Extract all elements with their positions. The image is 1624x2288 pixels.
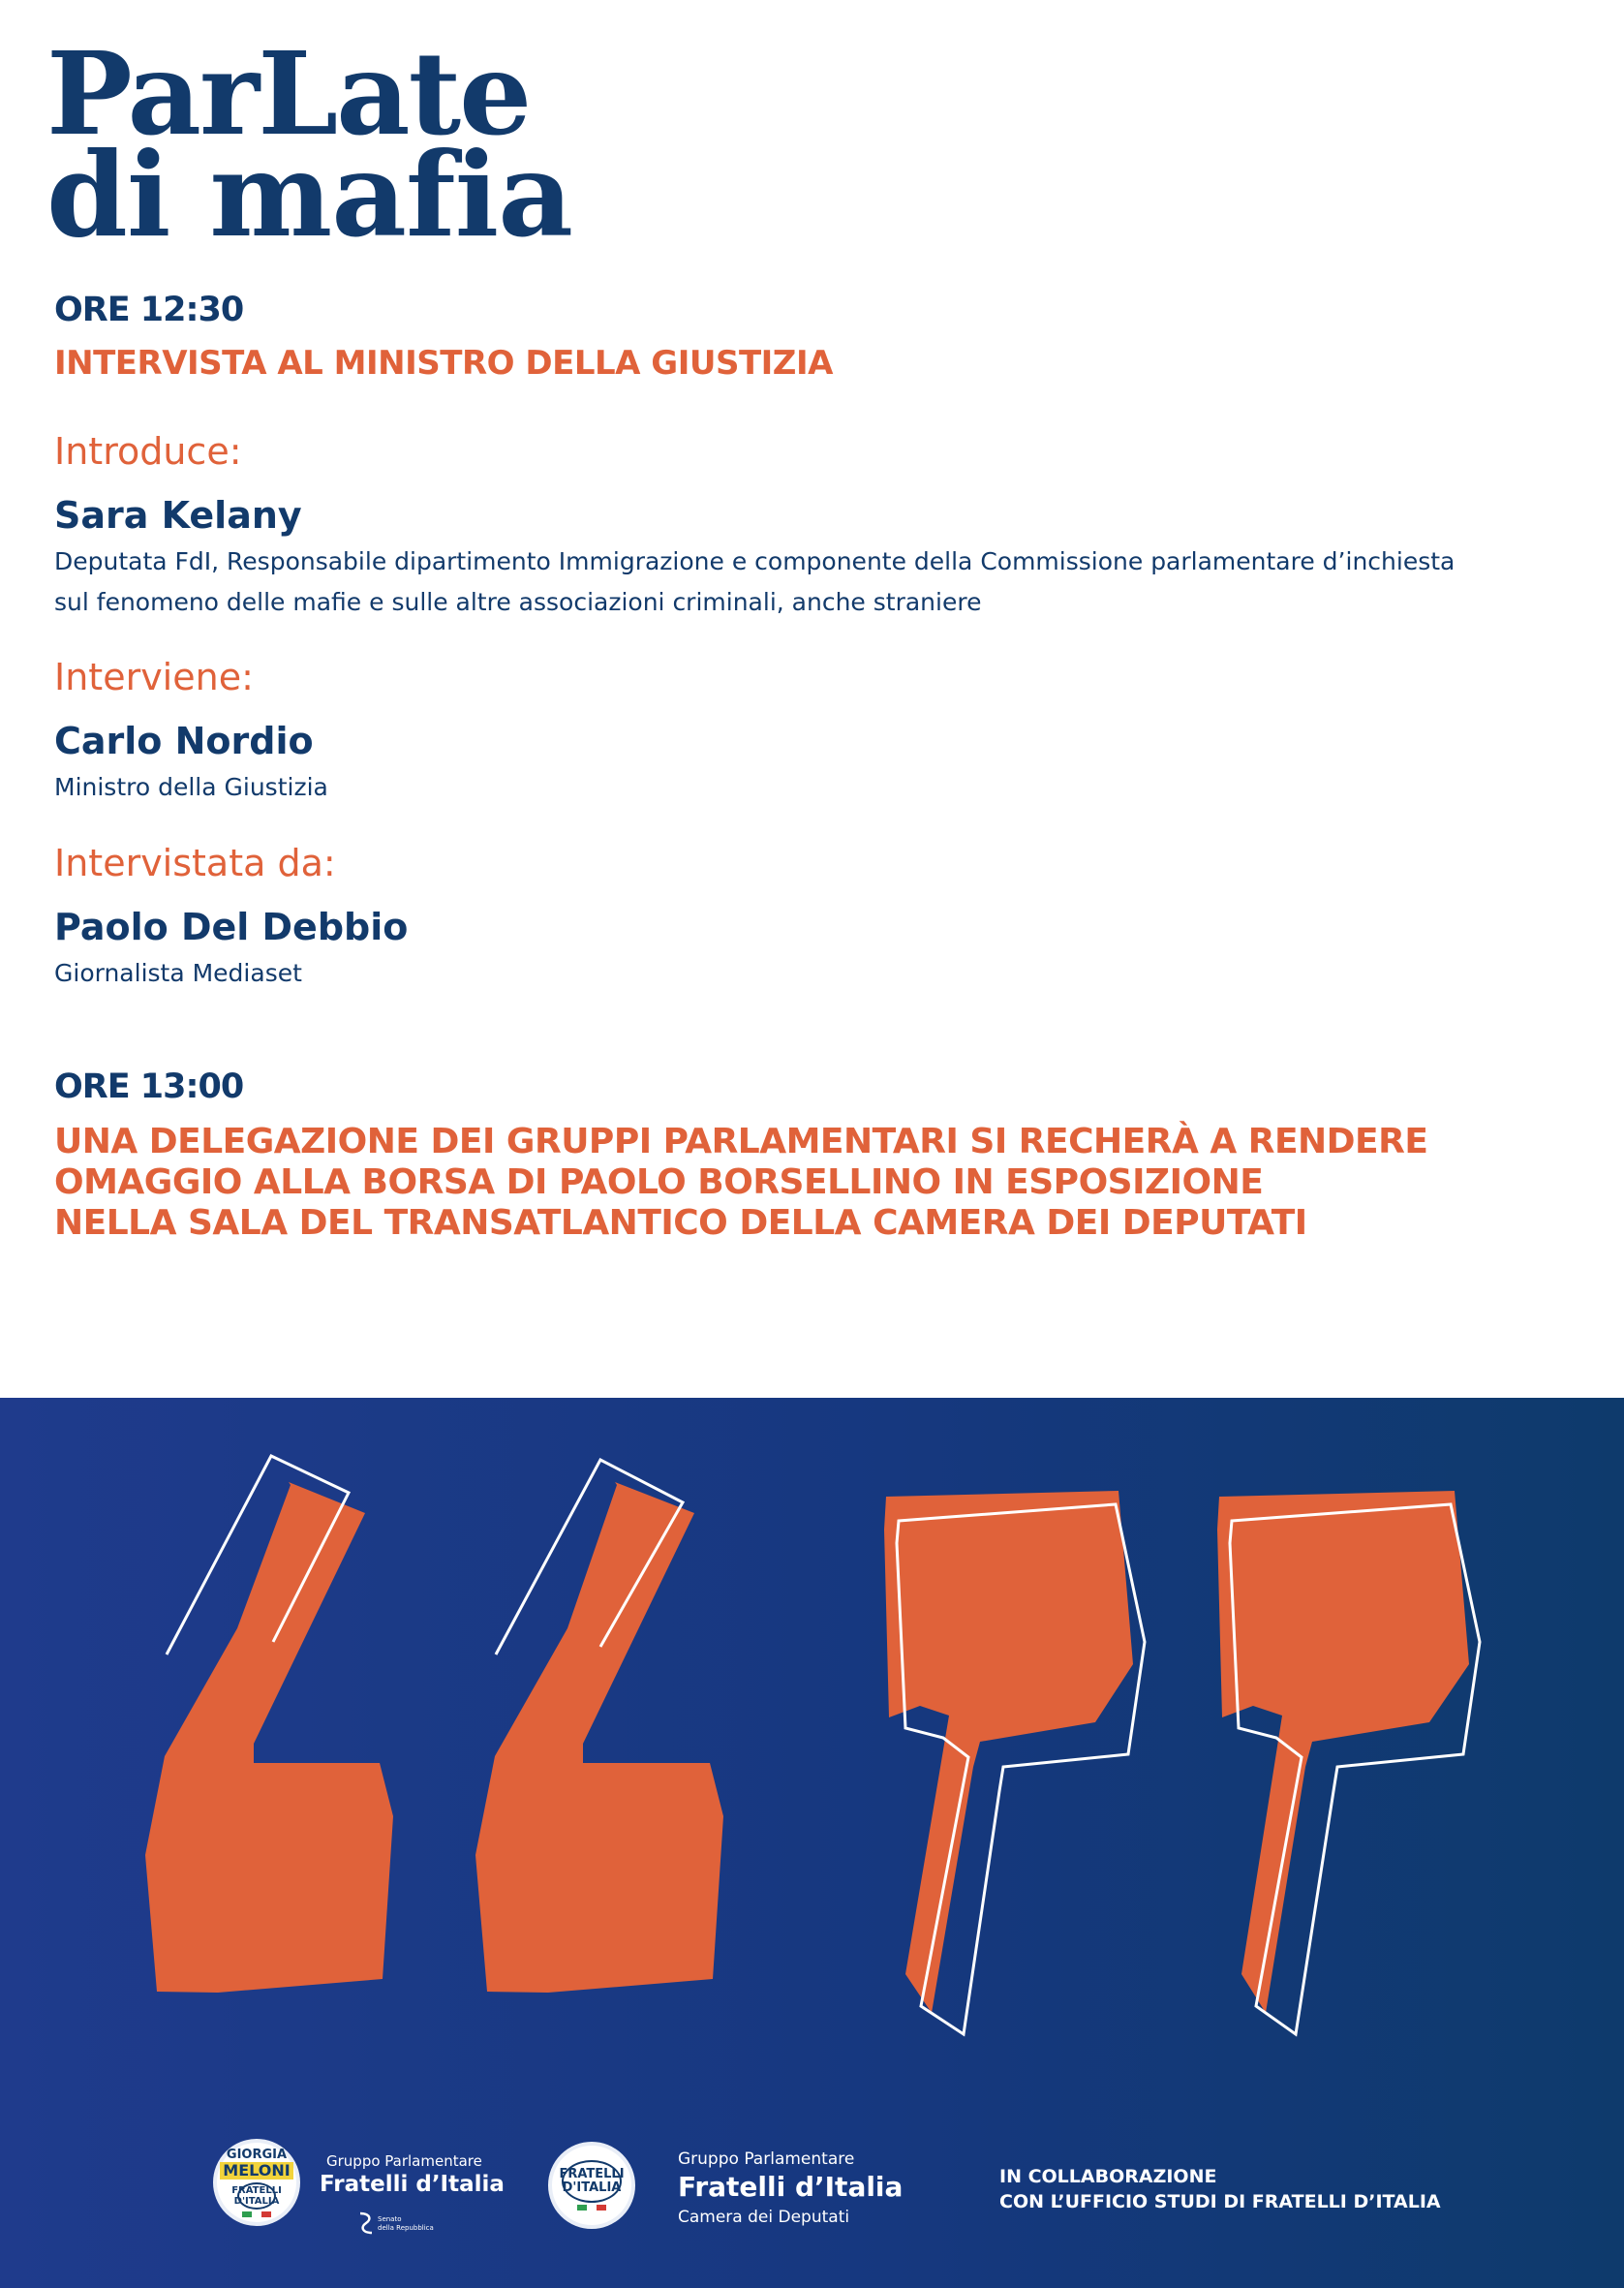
camera-group-label: Gruppo Parlamentare <box>678 2149 855 2169</box>
person-desc-kelany-1: Deputata FdI, Responsabile dipartimento Immigrazione e componente della Commissione parlamentare d’inchiesta <box>54 547 1455 575</box>
seal-party-text-camera: FRATELLI D'ITALIA <box>562 2160 622 2203</box>
person-name-kelany: Sara Kelany <box>54 494 302 537</box>
session-2-line-3: NELLA SALA DEL TRANSATLANTICO DELLA CAMERA DEI DEPUTATI <box>54 1203 1307 1243</box>
role-label-intervistata: Intervistata da: <box>54 842 336 884</box>
tricolor-flame-icon-camera <box>577 2205 606 2211</box>
senate-group-name: Fratelli d’Italia <box>320 2172 505 2197</box>
person-name-del-debbio: Paolo Del Debbio <box>54 906 409 948</box>
person-desc-nordio: Ministro della Giustizia <box>54 773 328 801</box>
tricolor-flame-icon <box>242 2211 271 2217</box>
quote-panel <box>0 1398 1624 2288</box>
session-2-time: ORE 13:00 <box>54 1067 244 1106</box>
logo-line-1: ParLate <box>46 26 531 161</box>
session-1-title: INTERVISTA AL MINISTRO DELLA GIUSTIZIA <box>54 344 833 383</box>
opening-quote-icon <box>145 1456 723 1993</box>
session-1-time: ORE 12:30 <box>54 291 244 329</box>
fdi-seal-logo <box>548 2142 635 2229</box>
session-2-line-1: UNA DELEGAZIONE DEI GRUPPI PARLAMENTARI SI RECHERÀ A RENDERE <box>54 1122 1428 1161</box>
role-label-introduce: Introduce: <box>54 430 242 473</box>
closing-quote-icon <box>884 1491 1480 2034</box>
camera-chamber-name: Camera dei Deputati <box>678 2208 850 2227</box>
logo-line-2: di mafia <box>46 127 572 263</box>
camera-group-name: Fratelli d’Italia <box>678 2171 904 2203</box>
person-name-nordio: Carlo Nordio <box>54 720 314 762</box>
role-label-interviene: Interviene: <box>54 656 254 698</box>
seal-party-text: FRATELLI D'ITALIA <box>237 2182 276 2210</box>
senate-chamber-line-2: della Repubblica <box>378 2224 434 2232</box>
meloni-seal-logo <box>213 2139 300 2226</box>
seal-name-text: MELONI <box>220 2162 292 2180</box>
senate-group-label: Gruppo Parlamentare <box>326 2152 482 2170</box>
collaboration-line-2: CON L’UFFICIO STUDI DI FRATELLI D’ITALIA <box>999 2191 1441 2212</box>
seal-top-text: GIORGIA <box>226 2147 288 2162</box>
collaboration-line-1: IN COLLABORAZIONE <box>999 2166 1217 2187</box>
person-desc-kelany-2: sul fenomeno delle mafie e sulle altre associazioni criminali, anche straniere <box>54 588 982 616</box>
session-2-line-2: OMAGGIO ALLA BORSA DI PAOLO BORSELLINO IN ESPOSIZIONE <box>54 1162 1264 1202</box>
senate-emblem-icon <box>356 2211 376 2235</box>
person-desc-del-debbio: Giornalista Mediaset <box>54 959 302 987</box>
senate-chamber-line-1: Senato <box>378 2215 402 2223</box>
